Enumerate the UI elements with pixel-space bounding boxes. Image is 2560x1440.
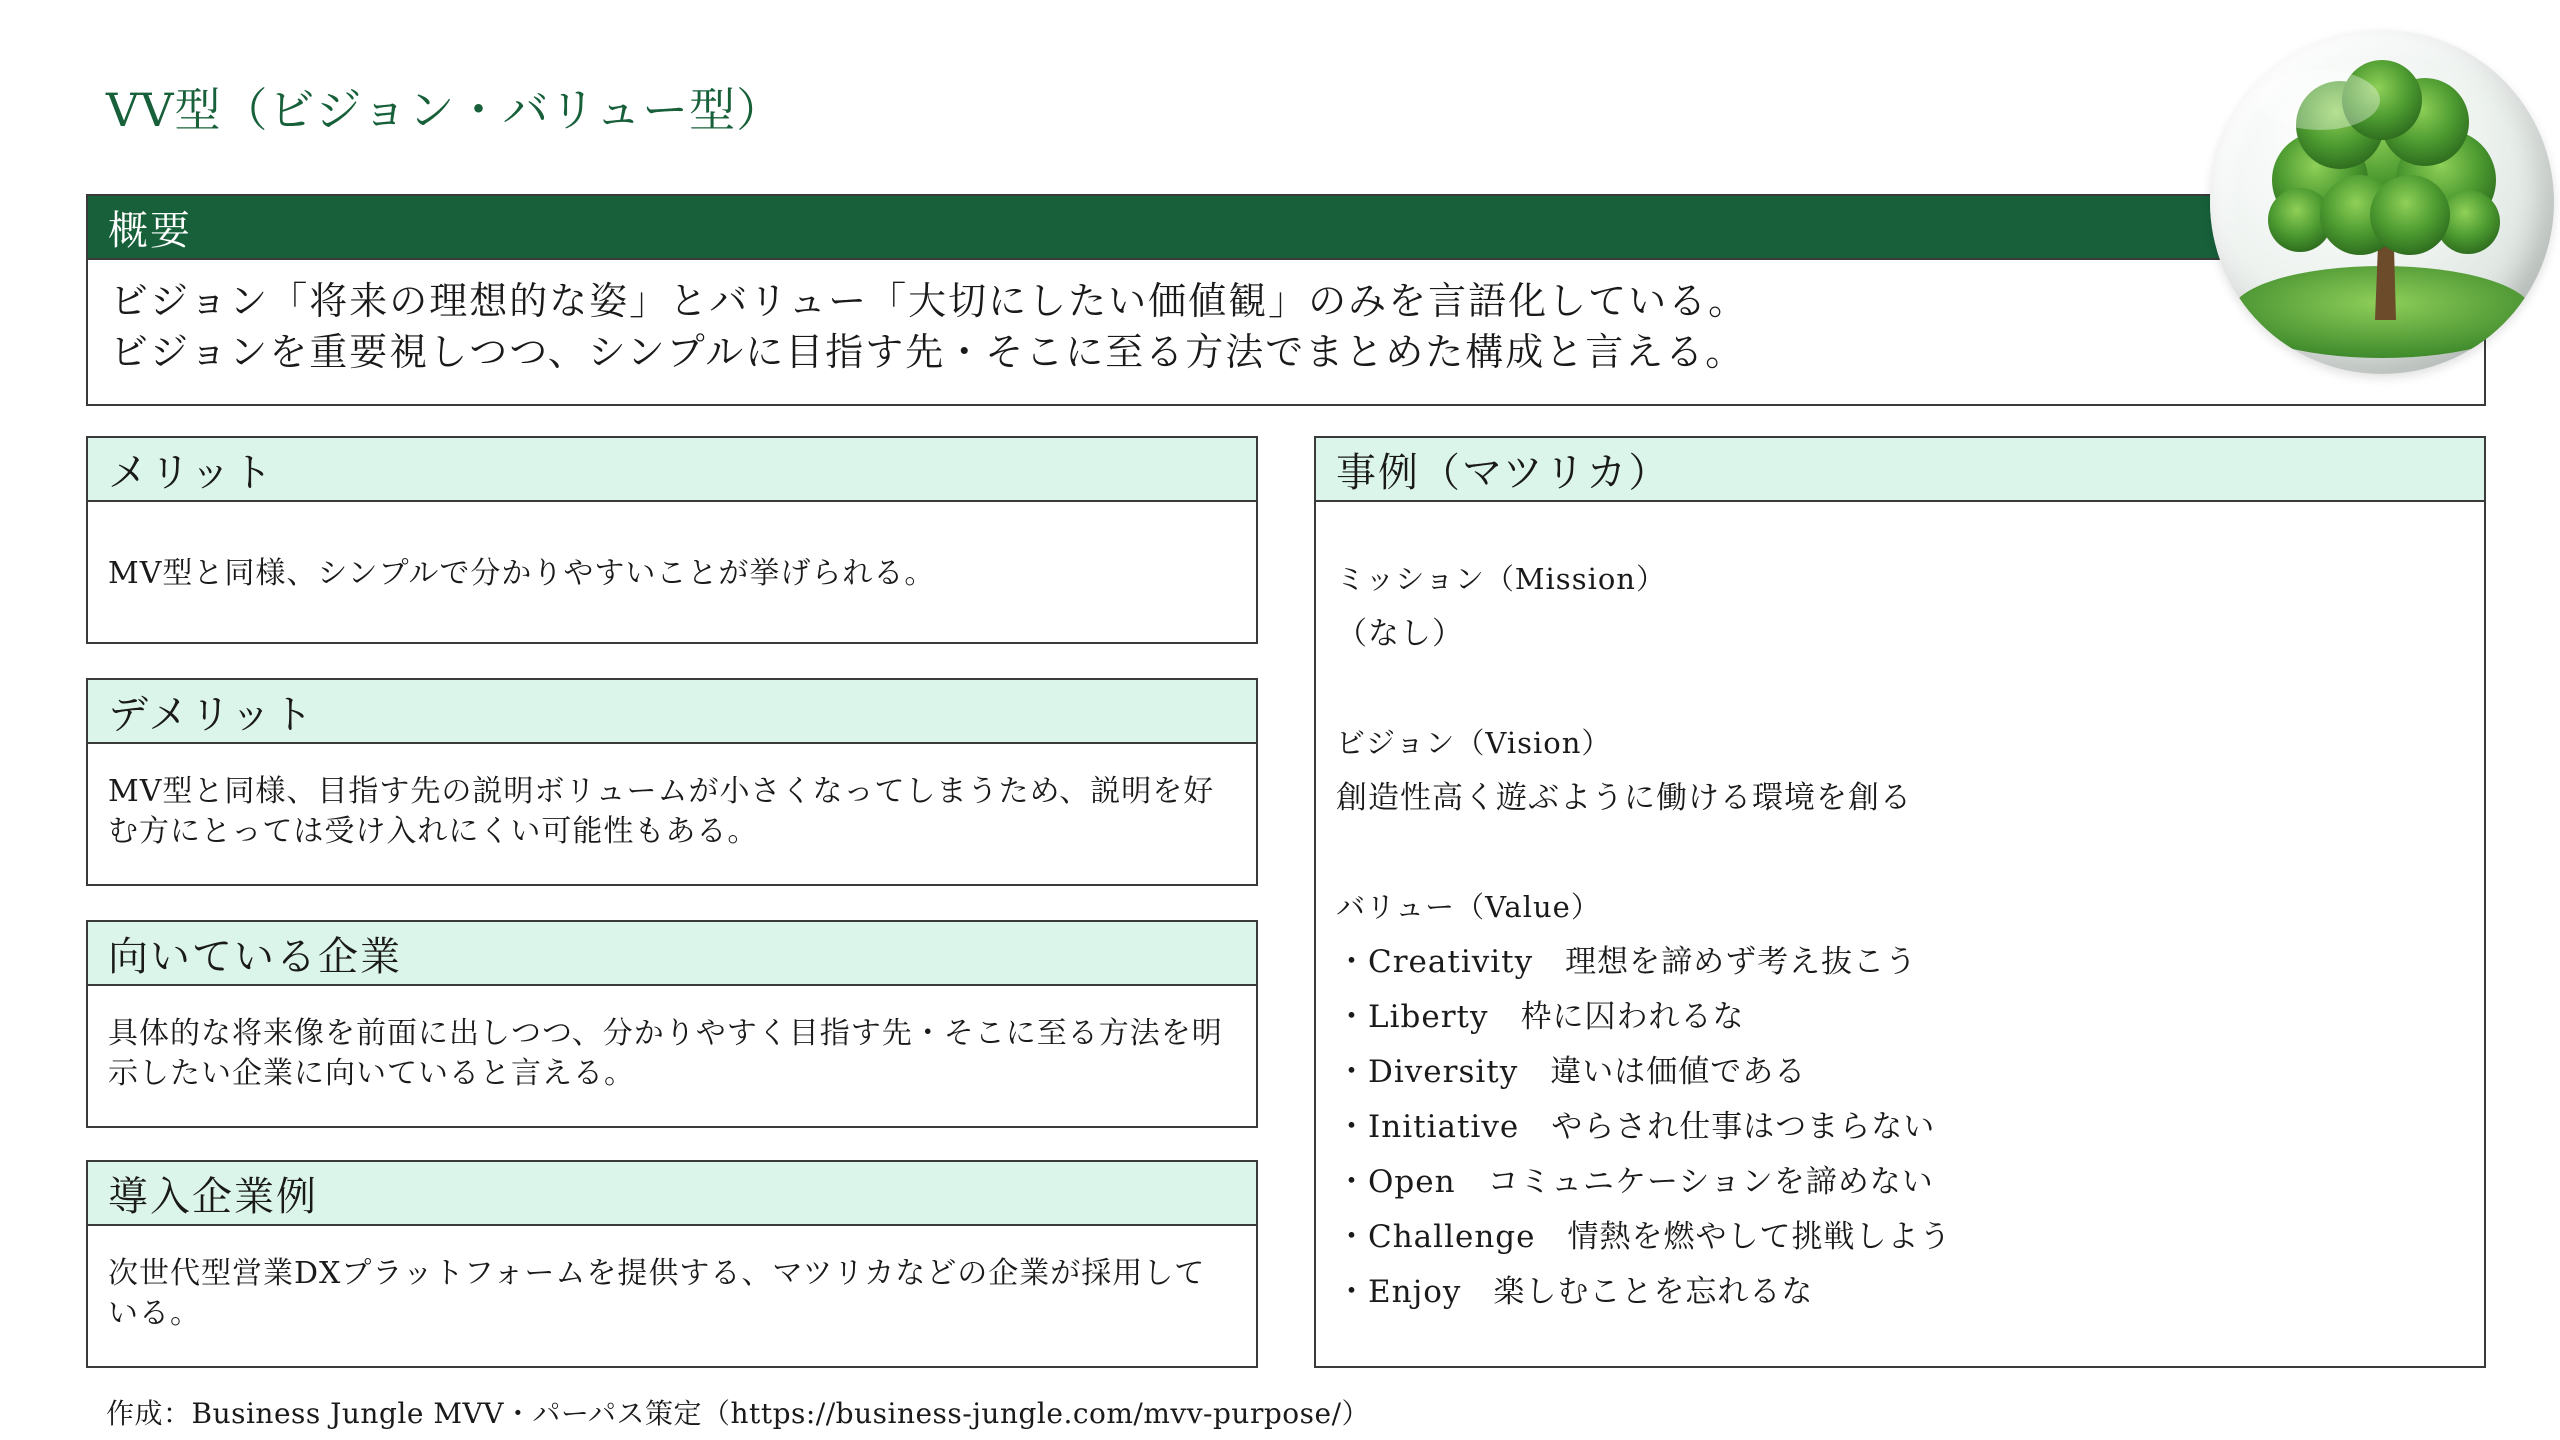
examples-text: 次世代型営業DXプラットフォームを提供する、マツリカなどの企業が採用している。 bbox=[108, 1256, 1206, 1331]
demerit-text: MV型と同様、目指す先の説明ボリュームが小さくなってしまうため、説明を好む方にとっては受け入れにくい可能性もある。 bbox=[108, 774, 1215, 849]
suited-text: 具体的な将来像を前面に出しつつ、分かりやすく目指す先・そこに至る方法を明示したい企業に向いていると言える。 bbox=[108, 1016, 1223, 1091]
case-heading: 事例（マツリカ） bbox=[1316, 438, 2484, 502]
case-body bbox=[1316, 502, 2484, 1320]
suited-heading: 向いている企業 bbox=[88, 922, 1256, 986]
value-label: バリュー（Value） bbox=[1336, 890, 1601, 924]
tree-in-glass-globe-icon bbox=[2210, 30, 2554, 374]
source-credit: 作成：Business Jungle MVV・パーパス策定（https://business-jungle.com/mvv-purpose/） bbox=[106, 1397, 1371, 1430]
suited-box bbox=[86, 920, 1258, 1128]
examples-box bbox=[86, 1160, 1258, 1368]
value-item: ・Challenge 情熱を燃やして挑戦しよう bbox=[1336, 1219, 1952, 1255]
value-item: ・Open コミュニケーションを諦めない bbox=[1336, 1164, 1934, 1200]
examples-heading: 導入企業例 bbox=[88, 1162, 1256, 1226]
value-item: ・Initiative やらされ仕事はつまらない bbox=[1336, 1109, 1936, 1145]
merit-box bbox=[86, 436, 1258, 644]
demerit-box bbox=[86, 678, 1258, 886]
overview-line-2: ビジョンを重要視しつつ、シンプルに目指す先・そこに至る方法でまとめた構成と言える。 bbox=[110, 330, 1746, 374]
merit-heading: メリット bbox=[88, 438, 1256, 502]
value-item: ・Creativity 理想を諦めず考え抜こう bbox=[1336, 944, 1918, 980]
merit-text: MV型と同様、シンプルで分かりやすいことが挙げられる。 bbox=[108, 556, 936, 591]
vision-text: 創造性高く遊ぶように働ける環境を創る bbox=[1336, 780, 1912, 816]
page-title: VV型（ビジョン・バリュー型） bbox=[106, 83, 784, 137]
value-item: ・Diversity 違いは価値である bbox=[1336, 1054, 1807, 1090]
value-item: ・Liberty 枠に囚われるな bbox=[1336, 999, 1745, 1035]
overview-line-1: ビジョン「将来の理想的な姿」とバリュー「大切にしたい価値観」のみを言語化している。 bbox=[110, 279, 1749, 323]
demerit-heading: デメリット bbox=[88, 680, 1256, 744]
overview-body bbox=[88, 260, 2484, 378]
case-box bbox=[1314, 436, 2486, 1368]
vision-label: ビジョン（Vision） bbox=[1336, 726, 1612, 760]
overview-box bbox=[86, 194, 2486, 406]
mission-label: ミッション（Mission） bbox=[1336, 562, 1666, 596]
mission-text: （なし） bbox=[1336, 616, 1464, 652]
value-item: ・Enjoy 楽しむことを忘れるな bbox=[1336, 1274, 1814, 1310]
overview-heading: 概要 bbox=[88, 196, 2484, 260]
